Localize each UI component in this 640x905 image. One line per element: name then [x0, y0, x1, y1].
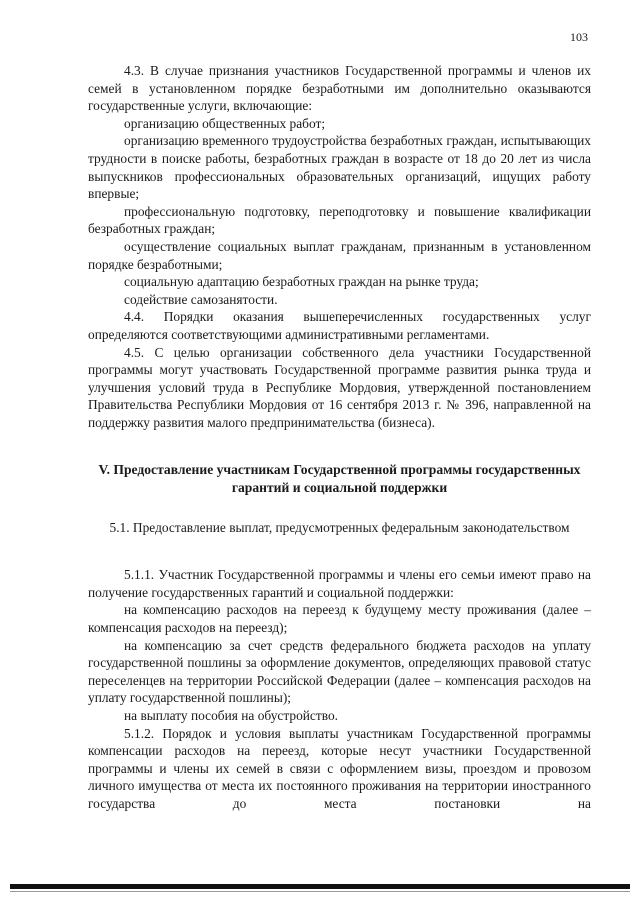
list-item-social-payments: осуществление социальных выплат гражданам, признанным в установленном порядке безработными;	[88, 238, 591, 272]
list-item-settlement-allowance: на выплату пособия на обустройство.	[124, 708, 338, 723]
list-item-relocation-compensation: на компенсацию расходов на переезд к будущему месту проживания (далее – компенсация расходов на переезд);	[88, 602, 591, 636]
list-item-social-adaptation: социальную адаптацию безработных граждан на рынке труда;	[124, 274, 479, 290]
paragraph-4-4: 4.4. Порядки оказания вышеперечисленных государственных услуг определяются соответствующими административными регламентами.	[88, 309, 591, 342]
paragraph-4-5: 4.5. С целью организации собственного дела участники Государственной программы могут участвовать Государственной программе развития рынка труда и улучшения условий труда в Республике Мордовия, утвержденной постановлением Правительства Республики Мордовия от 16 сентября 2013 г. № 396, направленной на поддержку развития малого предпринимательства (бизнеса).	[88, 344, 591, 430]
list-item-professional-training: профессиональную подготовку, переподготовку и повышение квалификации безработных граждан;	[88, 203, 591, 237]
paragraph-4-3: 4.3. В случае признания участников Государственной программы и членов их семей в установленном порядке безработными им дополнительно оказываются государственные услуги, включающие:	[88, 63, 591, 114]
list-item-temporary-employment: организацию временного трудоустройства безработных граждан, испытывающих трудности в поиске работы, безработных граждан в возрасте от 18 до 20 лет из числа выпускников профессиональных образовательных организаций, ищущих работу впервые;	[88, 133, 591, 202]
document-body	[88, 62, 591, 813]
section-heading: V. Предоставление участникам Государственной программы государственных гарантий и социальной поддержки	[98, 462, 581, 496]
list-item-self-employment: содействие самозанятости.	[124, 291, 278, 307]
subsection-heading: 5.1. Предоставление выплат, предусмотренных федеральным законодательством	[109, 519, 570, 535]
list-item-state-duty-compensation: на компенсацию за счет средств федерального бюджета расходов на уплату государственной пошлины за оформление документов, определяющих правовой статус переселенцев на территории Российской Федерации (далее – компенсация расходов на уплату государственной пошлины);	[88, 637, 591, 706]
scan-edge-line	[10, 891, 630, 892]
paragraph-5-1-1: 5.1.1. Участник Государственной программы и члены его семьи имеют право на получение государственных гарантий и социальной поддержки:	[88, 567, 591, 600]
list-item-public-works: организацию общественных работ;	[124, 115, 326, 131]
paragraph-5-1-2: 5.1.2. Порядок и условия выплаты участникам Государственной программы компенсации расходов на переезд, которые несут участники Государственной программы и члены их семей в связи с оформлением визы, проездом и провозом личного имущества от места их постоянного проживания на территории иностранного государства до места постановки на	[88, 725, 591, 811]
scan-edge-bar	[10, 884, 630, 889]
page-number: 103	[570, 30, 588, 44]
